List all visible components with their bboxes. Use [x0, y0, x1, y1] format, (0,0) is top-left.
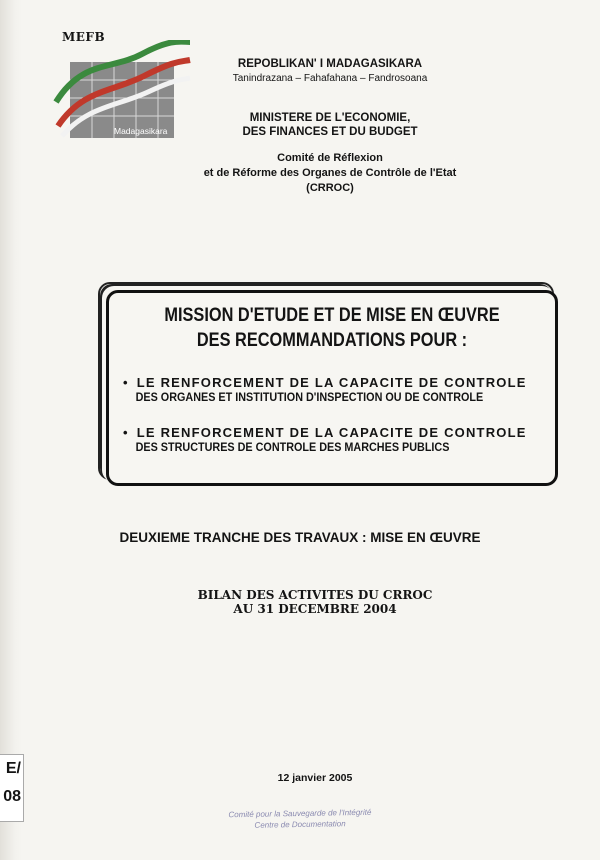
- tranche-heading: DEUXIEME TRANCHE DES TRAVAUX : MISE EN ŒUVRE: [119, 530, 481, 545]
- mission-box: [106, 290, 558, 486]
- bilan-line-1: BILAN DES ACTIVITES DU CRROC: [197, 588, 433, 602]
- call-number-line-1: E/: [5, 760, 21, 777]
- ministry-line-2: DES FINANCES ET DU BUDGET: [242, 126, 418, 138]
- bullet-2-line-1: LE RENFORCEMENT DE LA CAPACITE DE CONTROLE: [136, 425, 527, 440]
- national-motto: Tanindrazana – Fahafahana – Fandrosoana: [232, 73, 428, 84]
- ministry-line-1: MINISTERE DE L'ECONOMIE,: [249, 112, 411, 124]
- committee-name: [160, 151, 500, 196]
- bilan-line-2: AU 31 DECEMBRE 2004: [233, 602, 397, 616]
- logo-label: Madagasikara: [114, 126, 168, 136]
- mission-bullet-1: [123, 375, 543, 404]
- mefb-logo: [52, 30, 192, 142]
- bullet-2-line-2: DES STRUCTURES DE CONTROLE DES MARCHES PUBLICS: [135, 440, 450, 454]
- mission-title: [140, 303, 524, 353]
- bullet-1-line-1: LE RENFORCEMENT DE LA CAPACITE DE CONTROLE: [136, 375, 527, 390]
- committee-line-2: et de Réforme des Organes de Contrôle de l'Etat: [203, 167, 457, 179]
- logo-acronym: MEFB: [62, 30, 106, 44]
- mission-title-line-2: DES RECOMMANDATIONS POUR :: [196, 330, 468, 351]
- stamp-line-1: Comité pour la Sauvegarde de l'Intégrité: [228, 807, 372, 820]
- call-number-label: [0, 754, 24, 822]
- call-number-line-2: 08: [3, 788, 21, 805]
- mission-title-line-1: MISSION D'ETUDE ET DE MISE EN ŒUVRE: [164, 305, 500, 326]
- stamp-line-2: Centre de Documentation: [254, 819, 346, 830]
- library-stamp: [190, 806, 410, 832]
- bilan-heading: [150, 588, 480, 616]
- mission-bullet-2: [123, 425, 543, 454]
- ministry-name: [200, 111, 460, 139]
- bullet-1-line-2: DES ORGANES ET INSTITUTION D'INSPECTION OU DE CONTROLE: [135, 390, 484, 404]
- document-date: 12 janvier 2005: [277, 772, 353, 784]
- republic-name: REPOBLIKAN' I MADAGASIKARA: [237, 58, 423, 70]
- bullet-dot-icon: •: [123, 425, 129, 440]
- page-edge: [0, 0, 22, 860]
- committee-line-1: Comité de Réflexion: [277, 152, 383, 164]
- committee-line-3: (CRROC): [306, 182, 354, 194]
- bullet-dot-icon: •: [123, 375, 129, 390]
